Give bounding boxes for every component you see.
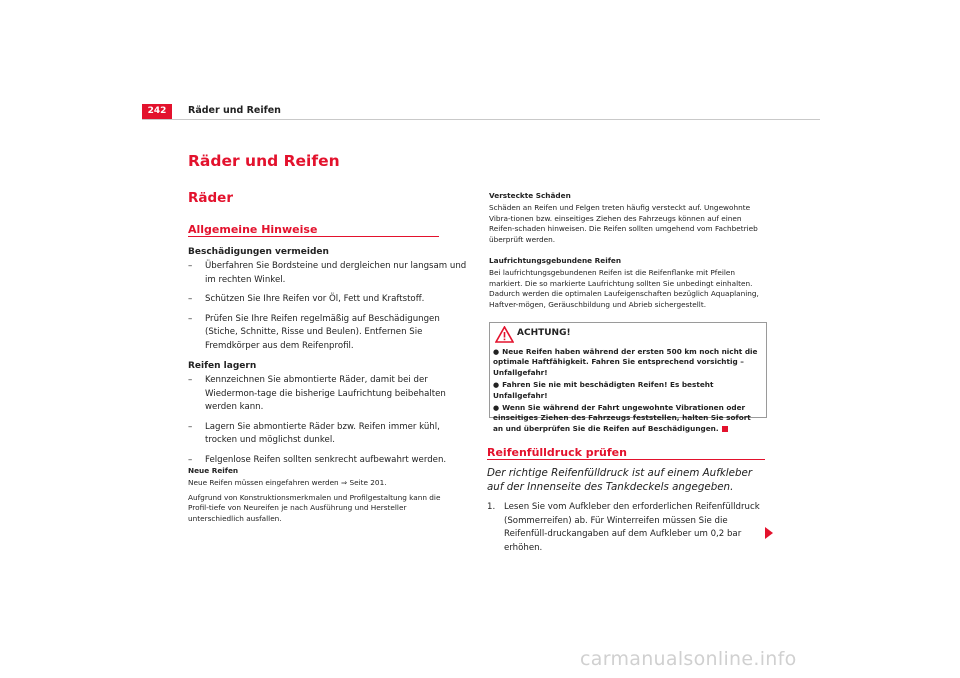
new-tires-block xyxy=(188,466,458,524)
section-title: Räder xyxy=(188,190,233,206)
warning-list xyxy=(493,347,763,436)
warning-title: ACHTUNG! xyxy=(517,328,571,338)
list-item: – Prüfen Sie Ihre Reifen regelmäßig auf Beschädigungen (Stiche, Schnitte, Risse und Beulen). Entfernen Sie Fremdkörper aus dem Reifenprofil. xyxy=(188,313,440,351)
bullet-icon: ● xyxy=(493,381,500,390)
running-title: Räder und Reifen xyxy=(188,105,281,116)
new-tires-heading: Neue Reifen xyxy=(188,466,239,475)
pressure-heading: Reifenfülldruck prüfen xyxy=(487,446,627,459)
pressure-rule xyxy=(487,459,765,460)
damage-block xyxy=(188,247,470,359)
storage-heading: Reifen lagern xyxy=(188,361,257,371)
directional-block xyxy=(489,256,767,310)
damage-heading: Beschädigungen vermeiden xyxy=(188,247,329,257)
warning-box xyxy=(489,322,767,433)
bullet-icon: ● xyxy=(493,404,500,413)
list-item: – Lagern Sie abmontierte Räder bzw. Reifen immer kühl, trocken und möglichst dunkel. xyxy=(188,421,440,445)
end-of-section-icon xyxy=(722,426,728,432)
hidden-damage-block xyxy=(489,191,767,245)
pressure-intro: Der richtige Reifenfülldruck ist auf einem Aufkleber auf der Innenseite des Tankdeckels angegeben. xyxy=(487,467,753,493)
list-item: ● Fahren Sie nie mit beschädigten Reifen! Es besteht Unfallgefahr! xyxy=(493,380,714,400)
directional-heading: Laufrichtungsgebundene Reifen xyxy=(489,256,622,265)
warning-triangle-icon xyxy=(495,326,514,347)
watermark: carmanualsonline.info xyxy=(580,648,797,670)
list-item: ● Neue Reifen haben während der ersten 500 km noch nicht die optimale Haftfähigkeit. Fahren Sie entsprechend vorsichtig – Unfallgefahr! xyxy=(493,347,758,377)
chapter-title: Räder und Reifen xyxy=(188,152,340,170)
hidden-damage-heading: Versteckte Schäden xyxy=(489,191,571,200)
page-number: 242 xyxy=(142,104,172,119)
step-number: 1. xyxy=(487,502,496,512)
list-item: – Schützen Sie Ihre Reifen vor Öl, Fett und Kraftstoff. xyxy=(188,294,425,304)
new-tires-paragraph-1: Neue Reifen müssen eingefahren werden ⇒ Seite 201. xyxy=(188,478,387,487)
bullet-icon: ● xyxy=(493,348,500,356)
storage-block xyxy=(188,361,470,473)
hidden-damage-text: Schäden an Reifen und Felgen treten häufig versteckt auf. Ungewohnte Vibra-tionen bzw. einseitiges Ziehen des Fahrzeugs können auf einen Reifen-schaden hinweisen. Die Reifen sollten umgehend vom Fachbetrieb überprüft werden. xyxy=(489,203,758,244)
storage-list xyxy=(188,374,470,467)
new-tires-paragraph-2: Aufgrund von Konstruktionsmerkmalen und Profilgestaltung kann die Profil-tiefe von Neureifen je nach Ausführung und Hersteller unterschiedlich ausfallen. xyxy=(188,492,441,523)
continue-arrow-icon xyxy=(765,527,773,539)
pressure-step xyxy=(487,501,767,555)
subsection-title: Allgemeine Hinweise xyxy=(188,223,318,236)
list-item: – Überfahren Sie Bordsteine und dergleichen nur langsam und im rechten Winkel. xyxy=(188,261,467,285)
reference-arrow-icon: ⇒ xyxy=(341,478,348,487)
list-item: ● Wenn Sie während der Fahrt ungewohnte Vibrationen oder einseitiges Ziehen des Fahrzeugs feststellen, halten Sie sofort an und überprüfen Sie die Reifen auf Beschädigungen. xyxy=(493,403,751,433)
list-item: – Kennzeichnen Sie abmontierte Räder, damit bei der Wiedermon-tage die bisherige Laufrichtung beibehalten werden kann. xyxy=(188,375,446,412)
directional-text: Bei laufrichtungsgebundenen Reifen ist die Reifenflanke mit Pfeilen markiert. Die so markierte Laufrichtung sollten Sie unbedingt einhalten. Dadurch werden die optimalen Laufeigenschaften bezüglich Aquaplaning, Haftver-mögen, Geräuschbildung und Abrieb sichergestellt. xyxy=(489,268,759,309)
subsection-rule xyxy=(188,236,439,237)
list-item: – Felgenlose Reifen sollten senkrecht aufbewahrt werden. xyxy=(188,454,447,465)
step-text: Lesen Sie vom Aufkleber den erforderlichen Reifenfülldruck (Sommerreifen) ab. Für Winterreifen müssen Sie die Reifenfüll-druckangaben auf dem Aufkleber um 0,2 bar erhöhen. xyxy=(504,502,760,553)
header-divider xyxy=(142,119,820,120)
damage-list xyxy=(188,260,470,353)
